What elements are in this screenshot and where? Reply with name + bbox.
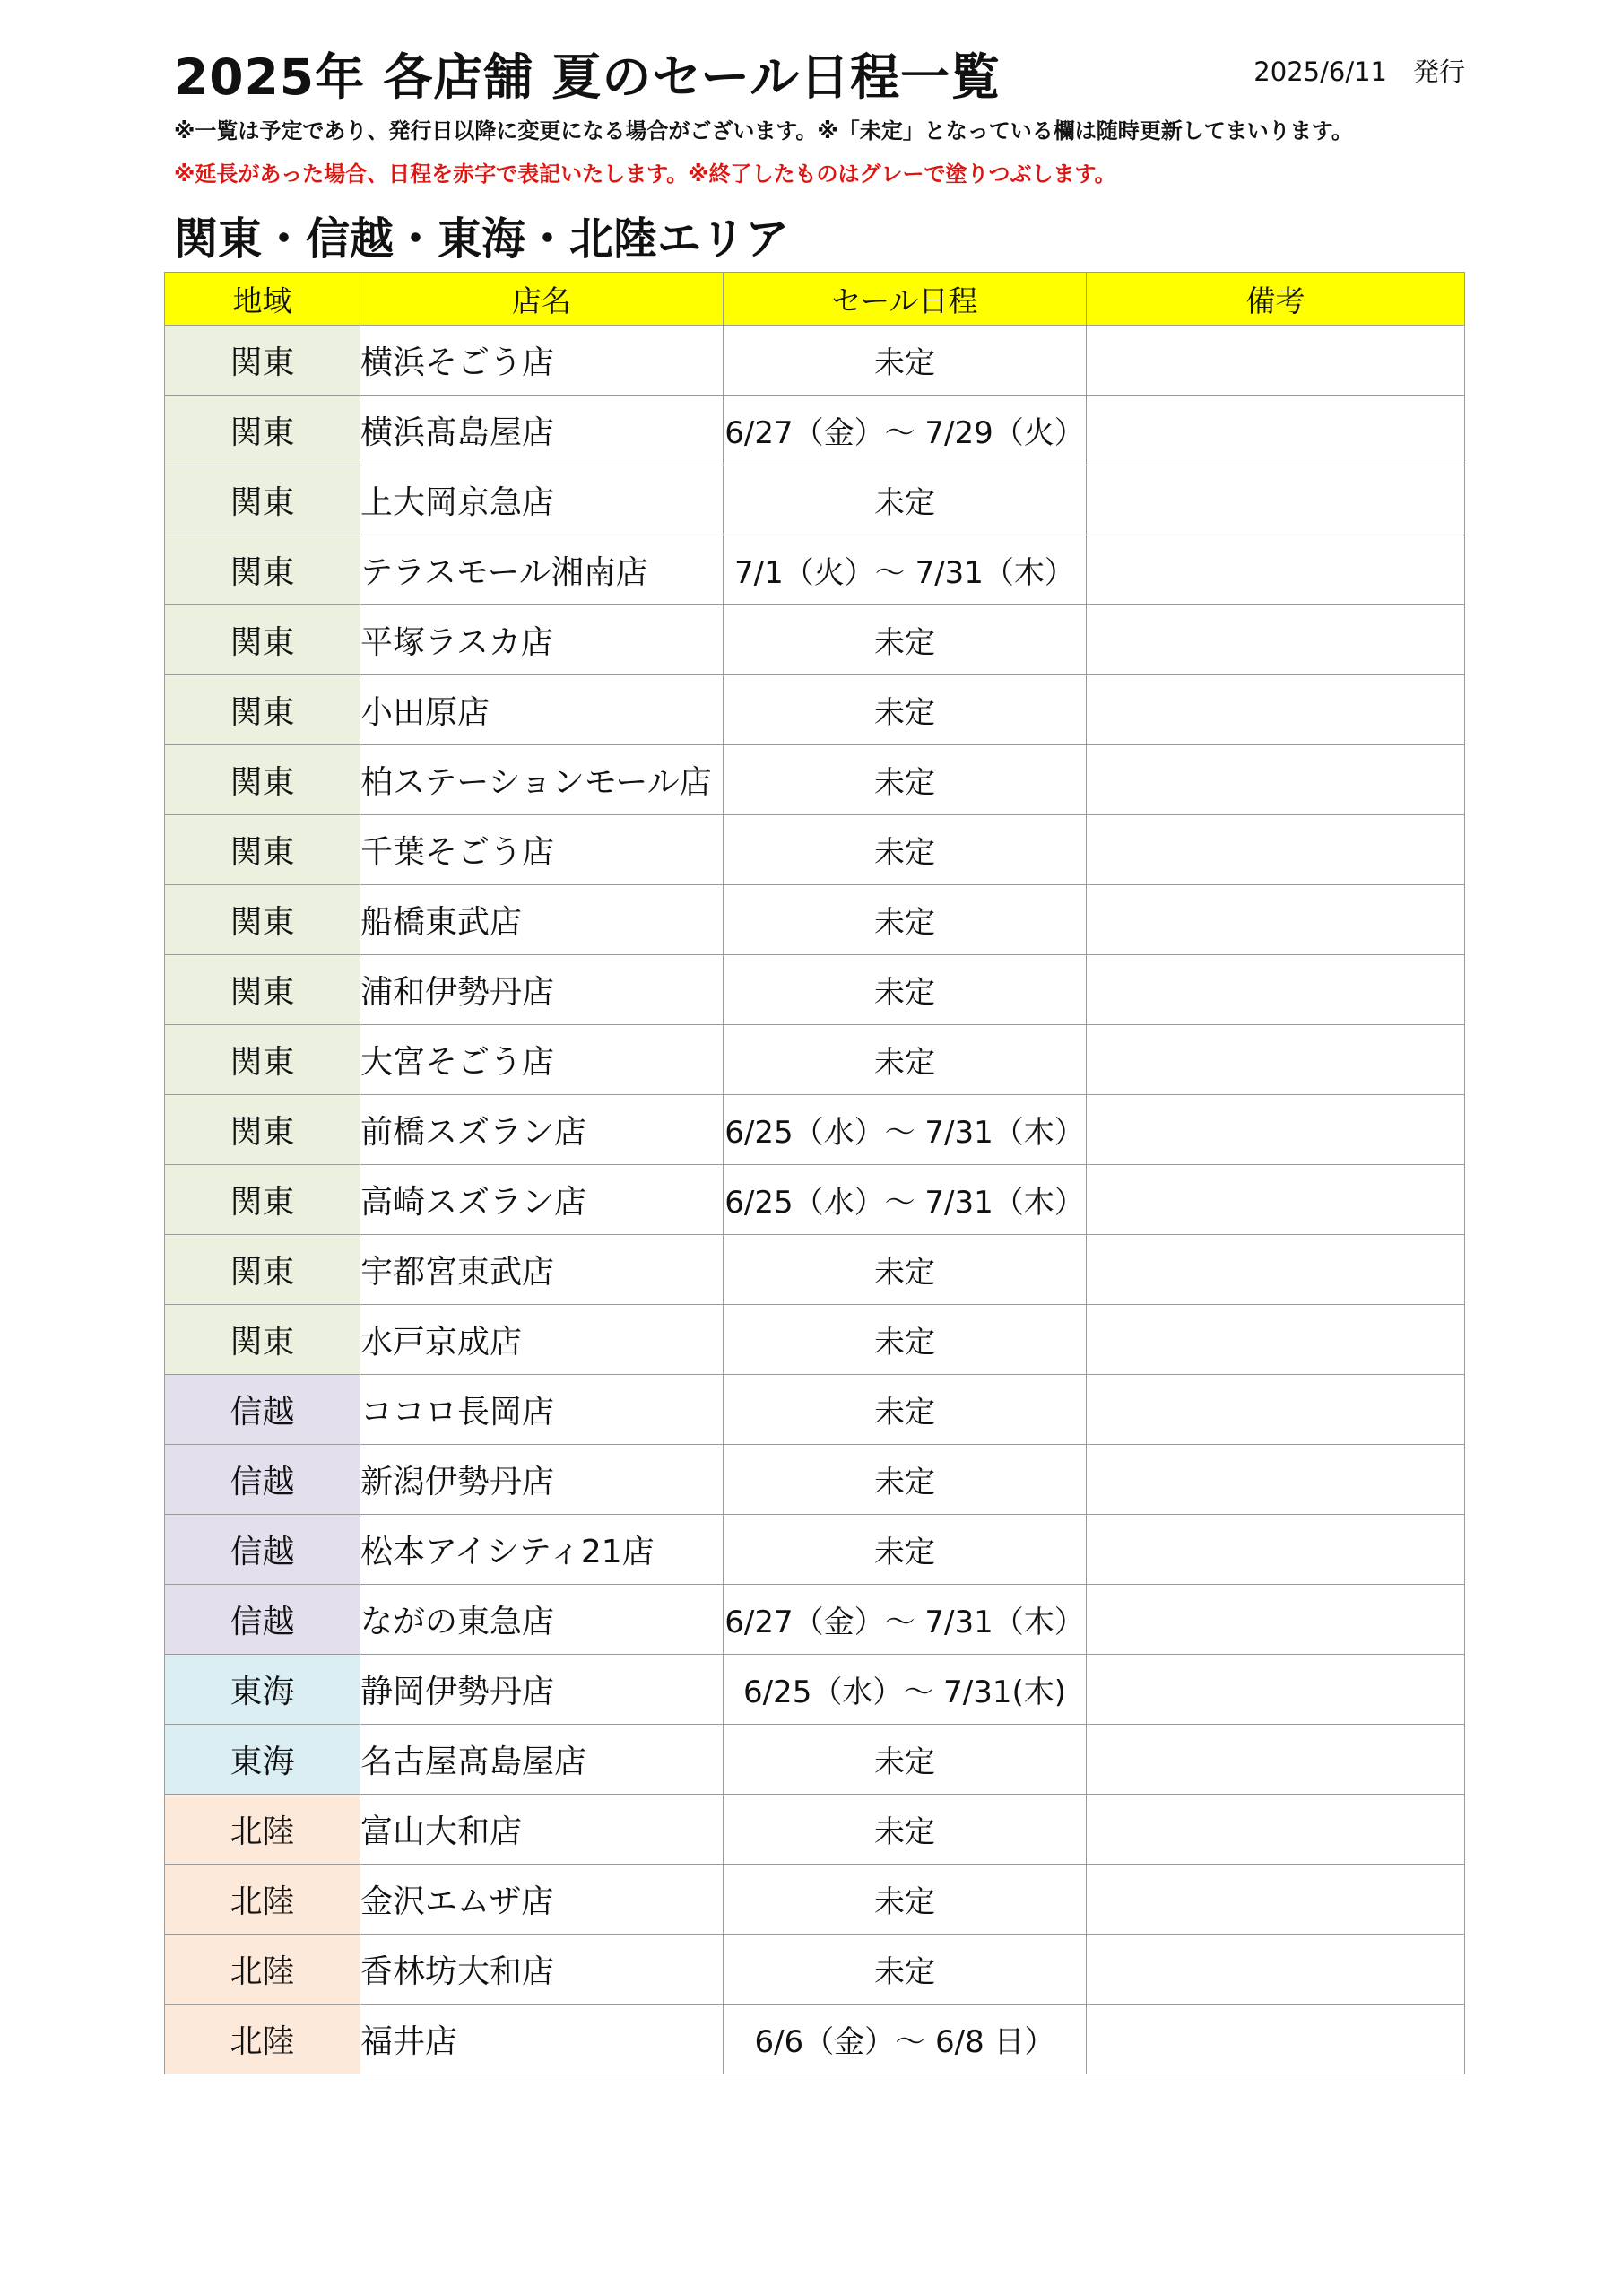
region-cell: 関東 <box>165 955 360 1025</box>
page-title: 2025年 各店舗 夏のセール日程一覧 <box>174 48 1002 106</box>
region-cell: 関東 <box>165 885 360 955</box>
store-name-cell: 高崎スズラン店 <box>360 1165 724 1235</box>
table-row <box>165 1585 1465 1655</box>
table-row <box>165 1165 1465 1235</box>
remarks-cell <box>1087 1305 1465 1375</box>
remarks-cell <box>1087 1025 1465 1095</box>
store-name-cell: 大宮そごう店 <box>360 1025 724 1095</box>
remarks-cell <box>1087 535 1465 605</box>
table-row <box>165 745 1465 815</box>
table-row <box>165 465 1465 535</box>
remarks-cell <box>1087 1515 1465 1585</box>
sale-dates-cell: 未定 <box>724 326 1087 396</box>
store-name-cell: ココロ長岡店 <box>360 1375 724 1445</box>
store-name-cell: 横浜そごう店 <box>360 326 724 396</box>
table-row <box>165 535 1465 605</box>
remarks-cell <box>1087 815 1465 885</box>
store-name-cell: 小田原店 <box>360 675 724 745</box>
store-name-cell: 横浜髙島屋店 <box>360 396 724 465</box>
notice-text-red: ※延長があった場合、日程を赤字で表記いたします。※終了したものはグレーで塗りつぶします。 <box>174 161 1116 187</box>
store-name-cell: 上大岡京急店 <box>360 465 724 535</box>
region-cell: 関東 <box>165 675 360 745</box>
table-row <box>165 1095 1465 1165</box>
remarks-cell <box>1087 955 1465 1025</box>
region-cell: 信越 <box>165 1375 360 1445</box>
store-name-cell: 名古屋髙島屋店 <box>360 1725 724 1795</box>
remarks-cell <box>1087 1235 1465 1305</box>
table-row <box>165 1445 1465 1515</box>
region-cell: 信越 <box>165 1515 360 1585</box>
table-row <box>165 1935 1465 2005</box>
region-cell: 北陸 <box>165 1795 360 1865</box>
region-cell: 東海 <box>165 1725 360 1795</box>
sale-dates-cell: 未定 <box>724 1305 1087 1375</box>
region-cell: 関東 <box>165 535 360 605</box>
sale-dates-cell: 6/27（金）～ 7/29（火） <box>724 396 1087 465</box>
sale-dates-cell: 7/1（火）～ 7/31（木） <box>724 535 1087 605</box>
store-name-cell: 平塚ラスカ店 <box>360 605 724 675</box>
region-cell: 信越 <box>165 1585 360 1655</box>
table-row <box>165 1795 1465 1865</box>
table-row <box>165 1235 1465 1305</box>
region-cell: 関東 <box>165 815 360 885</box>
store-name-cell: 柏ステーションモール店 <box>360 745 724 815</box>
store-name-cell: 富山大和店 <box>360 1795 724 1865</box>
region-cell: 関東 <box>165 465 360 535</box>
sale-dates-cell: 6/25（水）～ 7/31(木) <box>724 1655 1087 1725</box>
store-name-cell: 静岡伊勢丹店 <box>360 1655 724 1725</box>
store-name-cell: 新潟伊勢丹店 <box>360 1445 724 1515</box>
table-row <box>165 2005 1465 2074</box>
table-row <box>165 396 1465 465</box>
sale-dates-cell: 未定 <box>724 1795 1087 1865</box>
region-cell: 北陸 <box>165 1935 360 2005</box>
remarks-cell <box>1087 745 1465 815</box>
remarks-cell <box>1087 1375 1465 1445</box>
table-row <box>165 1375 1465 1445</box>
region-cell: 関東 <box>165 1025 360 1095</box>
remarks-cell <box>1087 675 1465 745</box>
region-cell: 関東 <box>165 326 360 396</box>
table-row <box>165 885 1465 955</box>
region-cell: 信越 <box>165 1445 360 1515</box>
column-header-remarks: 備考 <box>1087 273 1465 326</box>
remarks-cell <box>1087 1865 1465 1935</box>
sale-dates-cell: 未定 <box>724 1725 1087 1795</box>
store-name-cell: 水戸京成店 <box>360 1305 724 1375</box>
region-cell: 関東 <box>165 605 360 675</box>
issue-date: 2025/6/11 発行 <box>1253 57 1465 87</box>
store-name-cell: 金沢エムザ店 <box>360 1865 724 1935</box>
sale-dates-cell: 未定 <box>724 1935 1087 2005</box>
remarks-cell <box>1087 1585 1465 1655</box>
store-name-cell: 千葉そごう店 <box>360 815 724 885</box>
remarks-cell <box>1087 1655 1465 1725</box>
sale-dates-cell: 未定 <box>724 745 1087 815</box>
remarks-cell <box>1087 326 1465 396</box>
column-header-store: 店名 <box>360 273 724 326</box>
table-row <box>165 1305 1465 1375</box>
sale-dates-cell: 未定 <box>724 605 1087 675</box>
sale-dates-cell: 未定 <box>724 1515 1087 1585</box>
sale-dates-cell: 6/6（金）～ 6/8 日） <box>724 2005 1087 2074</box>
region-cell: 関東 <box>165 1095 360 1165</box>
remarks-cell <box>1087 885 1465 955</box>
table-row <box>165 675 1465 745</box>
sale-dates-cell: 未定 <box>724 1375 1087 1445</box>
remarks-cell <box>1087 1165 1465 1235</box>
table-row <box>165 326 1465 396</box>
remarks-cell <box>1087 396 1465 465</box>
table-row <box>165 605 1465 675</box>
sale-dates-cell: 未定 <box>724 815 1087 885</box>
table-row <box>165 1655 1465 1725</box>
remarks-cell <box>1087 605 1465 675</box>
column-header-dates: セール日程 <box>724 273 1087 326</box>
sale-dates-cell: 6/25（水）～ 7/31（木） <box>724 1095 1087 1165</box>
remarks-cell <box>1087 1445 1465 1515</box>
sale-dates-cell: 未定 <box>724 465 1087 535</box>
sale-dates-cell: 6/27（金）～ 7/31（木） <box>724 1585 1087 1655</box>
column-header-region: 地域 <box>165 273 360 326</box>
sale-dates-cell: 未定 <box>724 1235 1087 1305</box>
table-row <box>165 1515 1465 1585</box>
table-row <box>165 955 1465 1025</box>
sale-dates-cell: 未定 <box>724 885 1087 955</box>
region-cell: 関東 <box>165 745 360 815</box>
remarks-cell <box>1087 1095 1465 1165</box>
region-cell: 関東 <box>165 1305 360 1375</box>
store-name-cell: 福井店 <box>360 2005 724 2074</box>
area-heading: 関東・信越・東海・北陸エリア <box>174 213 790 265</box>
notice-text: ※一覧は予定であり、発行日以降に変更になる場合がございます。※「未定」となっている欄は随時更新してまいります。 <box>174 118 1353 144</box>
store-name-cell: 香林坊大和店 <box>360 1935 724 2005</box>
sale-schedule-table <box>164 272 1465 2074</box>
region-cell: 北陸 <box>165 2005 360 2074</box>
store-name-cell: ながの東急店 <box>360 1585 724 1655</box>
sale-dates-cell: 未定 <box>724 1445 1087 1515</box>
store-name-cell: 船橋東武店 <box>360 885 724 955</box>
store-name-cell: 松本アイシティ21店 <box>360 1515 724 1585</box>
table-row <box>165 1025 1465 1095</box>
store-name-cell: 前橋スズラン店 <box>360 1095 724 1165</box>
region-cell: 北陸 <box>165 1865 360 1935</box>
region-cell: 関東 <box>165 1165 360 1235</box>
sale-dates-cell: 6/25（水）～ 7/31（木） <box>724 1165 1087 1235</box>
sale-dates-cell: 未定 <box>724 675 1087 745</box>
table-header-row <box>165 273 1465 326</box>
store-name-cell: 宇都宮東武店 <box>360 1235 724 1305</box>
remarks-cell <box>1087 1935 1465 2005</box>
sale-dates-cell: 未定 <box>724 955 1087 1025</box>
table-body <box>165 326 1465 2074</box>
remarks-cell <box>1087 465 1465 535</box>
region-cell: 関東 <box>165 1235 360 1305</box>
store-name-cell: 浦和伊勢丹店 <box>360 955 724 1025</box>
region-cell: 関東 <box>165 396 360 465</box>
table-row <box>165 1865 1465 1935</box>
sale-dates-cell: 未定 <box>724 1865 1087 1935</box>
remarks-cell <box>1087 2005 1465 2074</box>
region-cell: 東海 <box>165 1655 360 1725</box>
table-row <box>165 1725 1465 1795</box>
remarks-cell <box>1087 1795 1465 1865</box>
sale-dates-cell: 未定 <box>724 1025 1087 1095</box>
remarks-cell <box>1087 1725 1465 1795</box>
store-name-cell: テラスモール湘南店 <box>360 535 724 605</box>
table-row <box>165 815 1465 885</box>
